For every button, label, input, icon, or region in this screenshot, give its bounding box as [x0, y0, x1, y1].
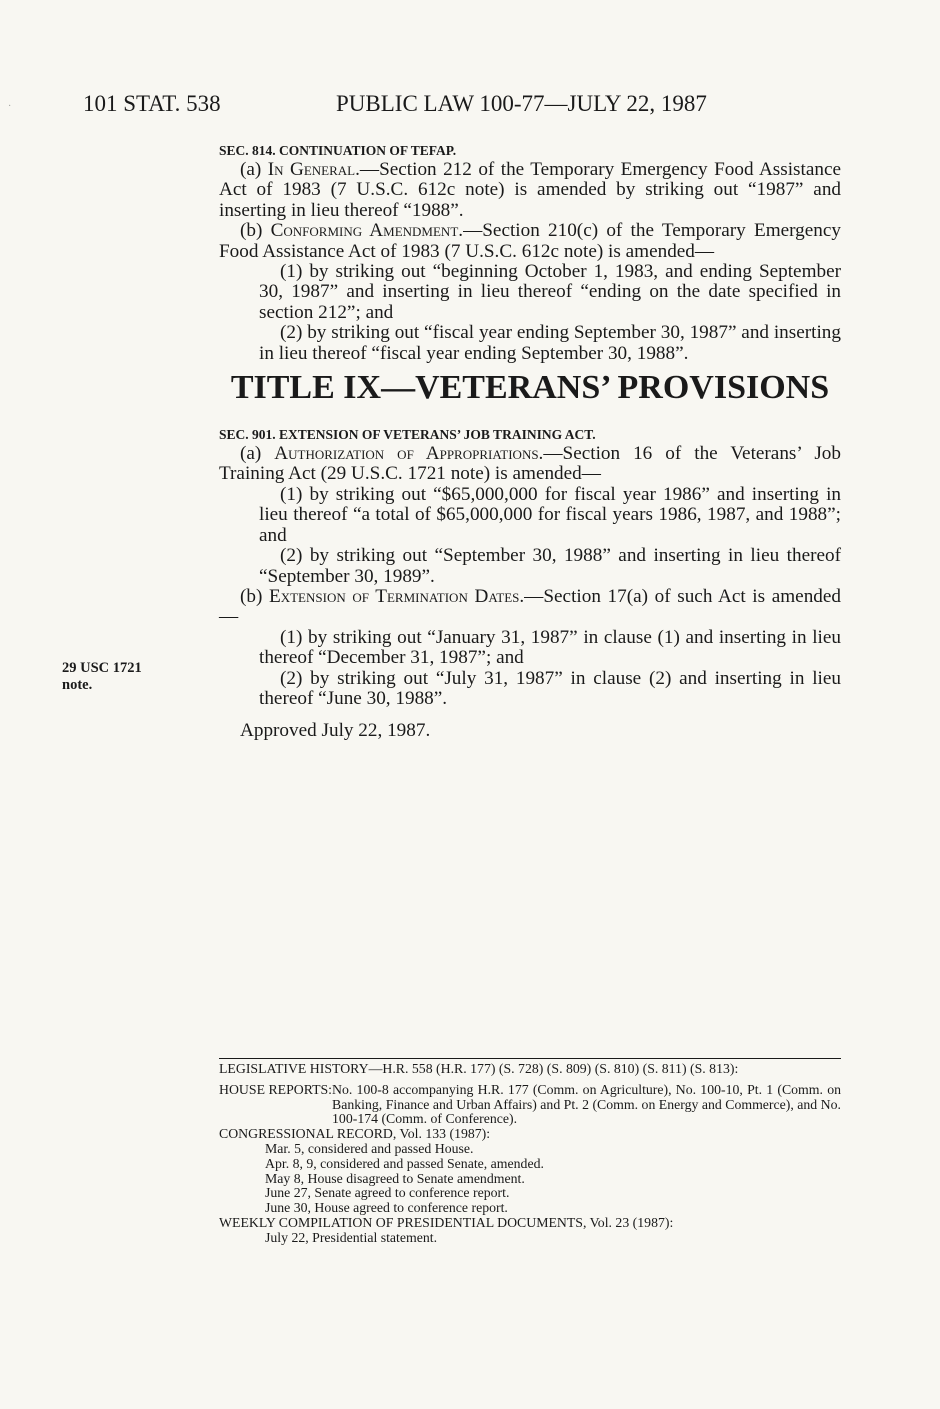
section-814-b: (b) Conforming Amendment.—Section 210(c) of the Temporary Emergency Food Assistance Act of 1983 (7 U.S.C. 612c note) is amended— — [219, 220, 842, 262]
house-reports-label: HOUSE REPORTS: — [219, 1081, 333, 1097]
scan-mark: · — [8, 101, 12, 112]
history-rule — [219, 1058, 841, 1059]
weekly-compilation-heading: WEEKLY COMPILATION OF PRESIDENTIAL DOCUMENTS, Vol. 23 (1987): — [219, 1214, 674, 1230]
record-item: June 27, Senate agreed to conference report. — [265, 1185, 510, 1201]
law-title: PUBLIC LAW 100-77—JULY 22, 1987 — [336, 91, 707, 116]
record-item: Mar. 5, considered and passed House. — [265, 1140, 474, 1156]
section-814-a: (a) In General.—Section 212 of the Temporary Emergency Food Assistance Act of 1983 (7 U.S.C. 612c note) is amended by striking out “1987” and inserting in lieu thereof “1988”. — [219, 159, 841, 221]
section-901-heading: SEC. 901. EXTENSION OF VETERANS’ JOB TRAINING ACT. — [219, 427, 596, 443]
history-heading: LEGISLATIVE HISTORY—H.R. 558 (H.R. 177) (S. 728) (S. 809) (S. 810) (S. 811) (S. 813): — [219, 1061, 739, 1076]
title-ix-heading: TITLE IX—VETERANS’ PROVISIONS — [230, 369, 830, 407]
section-814-heading: SEC. 814. CONTINUATION OF TEFAP. — [219, 143, 457, 158]
record-item: May 8, House disagreed to Senate amendment. — [265, 1170, 525, 1186]
legislative-history — [219, 1058, 841, 1246]
section-901-b: (b) Extension of Termination Dates.—Section 17(a) of such Act is amended— — [219, 585, 841, 628]
record-item: Apr. 8, 9, considered and passed Senate, amended. — [265, 1155, 544, 1171]
weekly-item: July 22, Presidential statement. — [265, 1229, 438, 1245]
section-901-a1: (1) by striking out “$65,000,000 for fiscal year 1986” and inserting in lieu thereof “a total of $65,000,000 for fiscal years 1986, 1987, and 1988”; and — [259, 483, 841, 546]
section-901-b2: (2) by striking out “July 31, 1987” in clause (2) and inserting in lieu thereof “June 30, 1988”. — [259, 667, 841, 709]
section-814-b1: (1) by striking out “beginning October 1, 1983, and ending September 30, 1987” and inserting in lieu thereof “ending on the date specified in section 212”; and — [259, 261, 841, 323]
section-901-a2: (2) by striking out “September 30, 1988” and inserting in lieu thereof “September 30, 1989”. — [259, 545, 841, 587]
house-reports-text: No. 100-8 accompanying H.R. 177 (Comm. on Agriculture), No. 100-10, Pt. 1 (Comm. on Banking, Finance and Urban Affairs) and Pt. 2 (Comm. on Energy and Commerce), and No. 100-174 (Comm. of Conference). — [332, 1081, 841, 1127]
section-901-b1: (1) by striking out “January 31, 1987” in clause (1) and inserting in lieu thereof “December 31, 1987”; and — [259, 626, 841, 669]
house-reports — [219, 1083, 841, 1127]
approval-date: Approved July 22, 1987. — [240, 720, 431, 742]
section-814-b2: (2) by striking out “fiscal year ending September 30, 1987” and inserting in lieu thereof “fiscal year ending September 30, 1988”. — [259, 322, 841, 364]
section-901-a: (a) Authorization of Appropriations.—Section 16 of the Veterans’ Job Training Act (29 U.S.C. 1721 note) is amended— — [219, 443, 841, 485]
margin-note-29-usc: 29 USC 1721 note. — [62, 660, 142, 693]
record-item: June 30, House agreed to conference report. — [265, 1200, 508, 1216]
main-text — [219, 142, 841, 742]
congressional-record-heading: CONGRESSIONAL RECORD, Vol. 133 (1987): — [219, 1126, 491, 1142]
page-reference: 101 STAT. 538 — [83, 91, 221, 116]
